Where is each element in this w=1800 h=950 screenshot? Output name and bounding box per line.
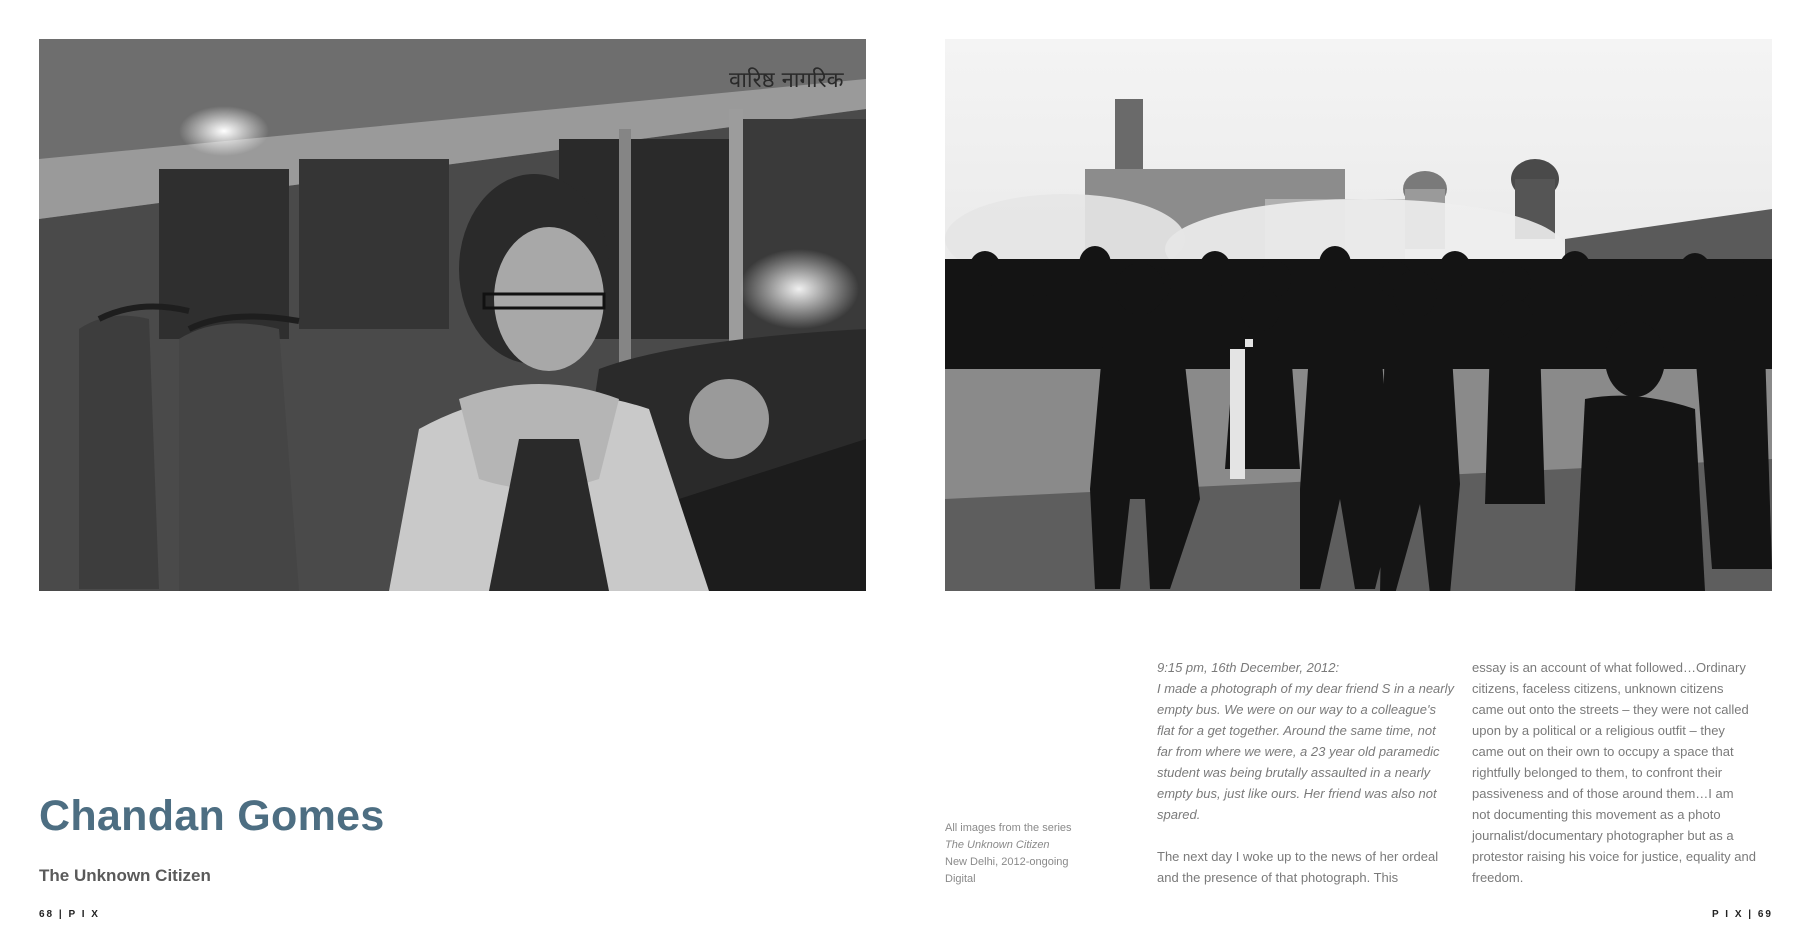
text-line: student was being brutally assaulted in a nearly [1157,765,1431,780]
essay-paragraph [1157,846,1462,888]
text-line: protestor raising his voice for justice, equality and [1472,849,1756,864]
bus-interior-photo [39,39,866,591]
caption-line: Digital [945,873,976,885]
text-line: passiveness and of those around them…I am [1472,786,1734,801]
protest-crowd-photo [945,39,1772,591]
text-line: upon by a political or a religious outfit – they [1472,723,1725,738]
text-line: journalist/documentary photographer but as a [1472,828,1734,843]
bus-sign: वारिष्ठ नागरिक [729,68,844,93]
text-line: far from where we were, a 23 year old paramedic [1157,744,1440,759]
series-title: The Unknown Citizen [39,866,211,885]
essay-intro-italic [1157,657,1462,825]
caption-line: All images from the series [945,822,1072,834]
text-line: citizens, faceless citizens, unknown citizens [1472,681,1724,696]
text-line: empty bus, just like ours. Her friend was also not [1157,786,1437,801]
text-line: rightfully belonged to them, to confront their [1472,765,1723,780]
text-line: spared. [1157,807,1201,822]
text-line: 9:15 pm, 16th December, 2012: [1157,660,1340,675]
text-line: empty bus. We were on our way to a colleague's [1157,702,1436,717]
text-line: freedom. [1472,870,1524,885]
caption-series-title: The Unknown Citizen [945,839,1050,851]
photo-caption [945,820,1135,888]
text-line: and the presence of that photograph. This [1157,870,1399,885]
text-line: not documenting this movement as a photo [1472,807,1721,822]
text-line: flat for a get together. Around the same time, not [1157,723,1436,738]
text-line: came out onto the streets – they were not called [1472,702,1749,717]
essay-column-1 [1157,657,1462,888]
page-number-right: P I X | 69 [1712,909,1773,920]
text-line: The next day I woke up to the news of her ordeal [1157,849,1439,864]
essay-column-2 [1472,657,1777,888]
author-name: Chandan Gomes [39,792,385,840]
caption-line: New Delhi, 2012-ongoing [945,856,1069,868]
text-line: essay is an account of what followed…Ordinary [1472,660,1746,675]
text-line: I made a photograph of my dear friend S in a nearly [1157,681,1455,696]
page-number-left: 68 | P I X [39,909,100,920]
text-line: came out on their own to occupy a space that [1472,744,1734,759]
